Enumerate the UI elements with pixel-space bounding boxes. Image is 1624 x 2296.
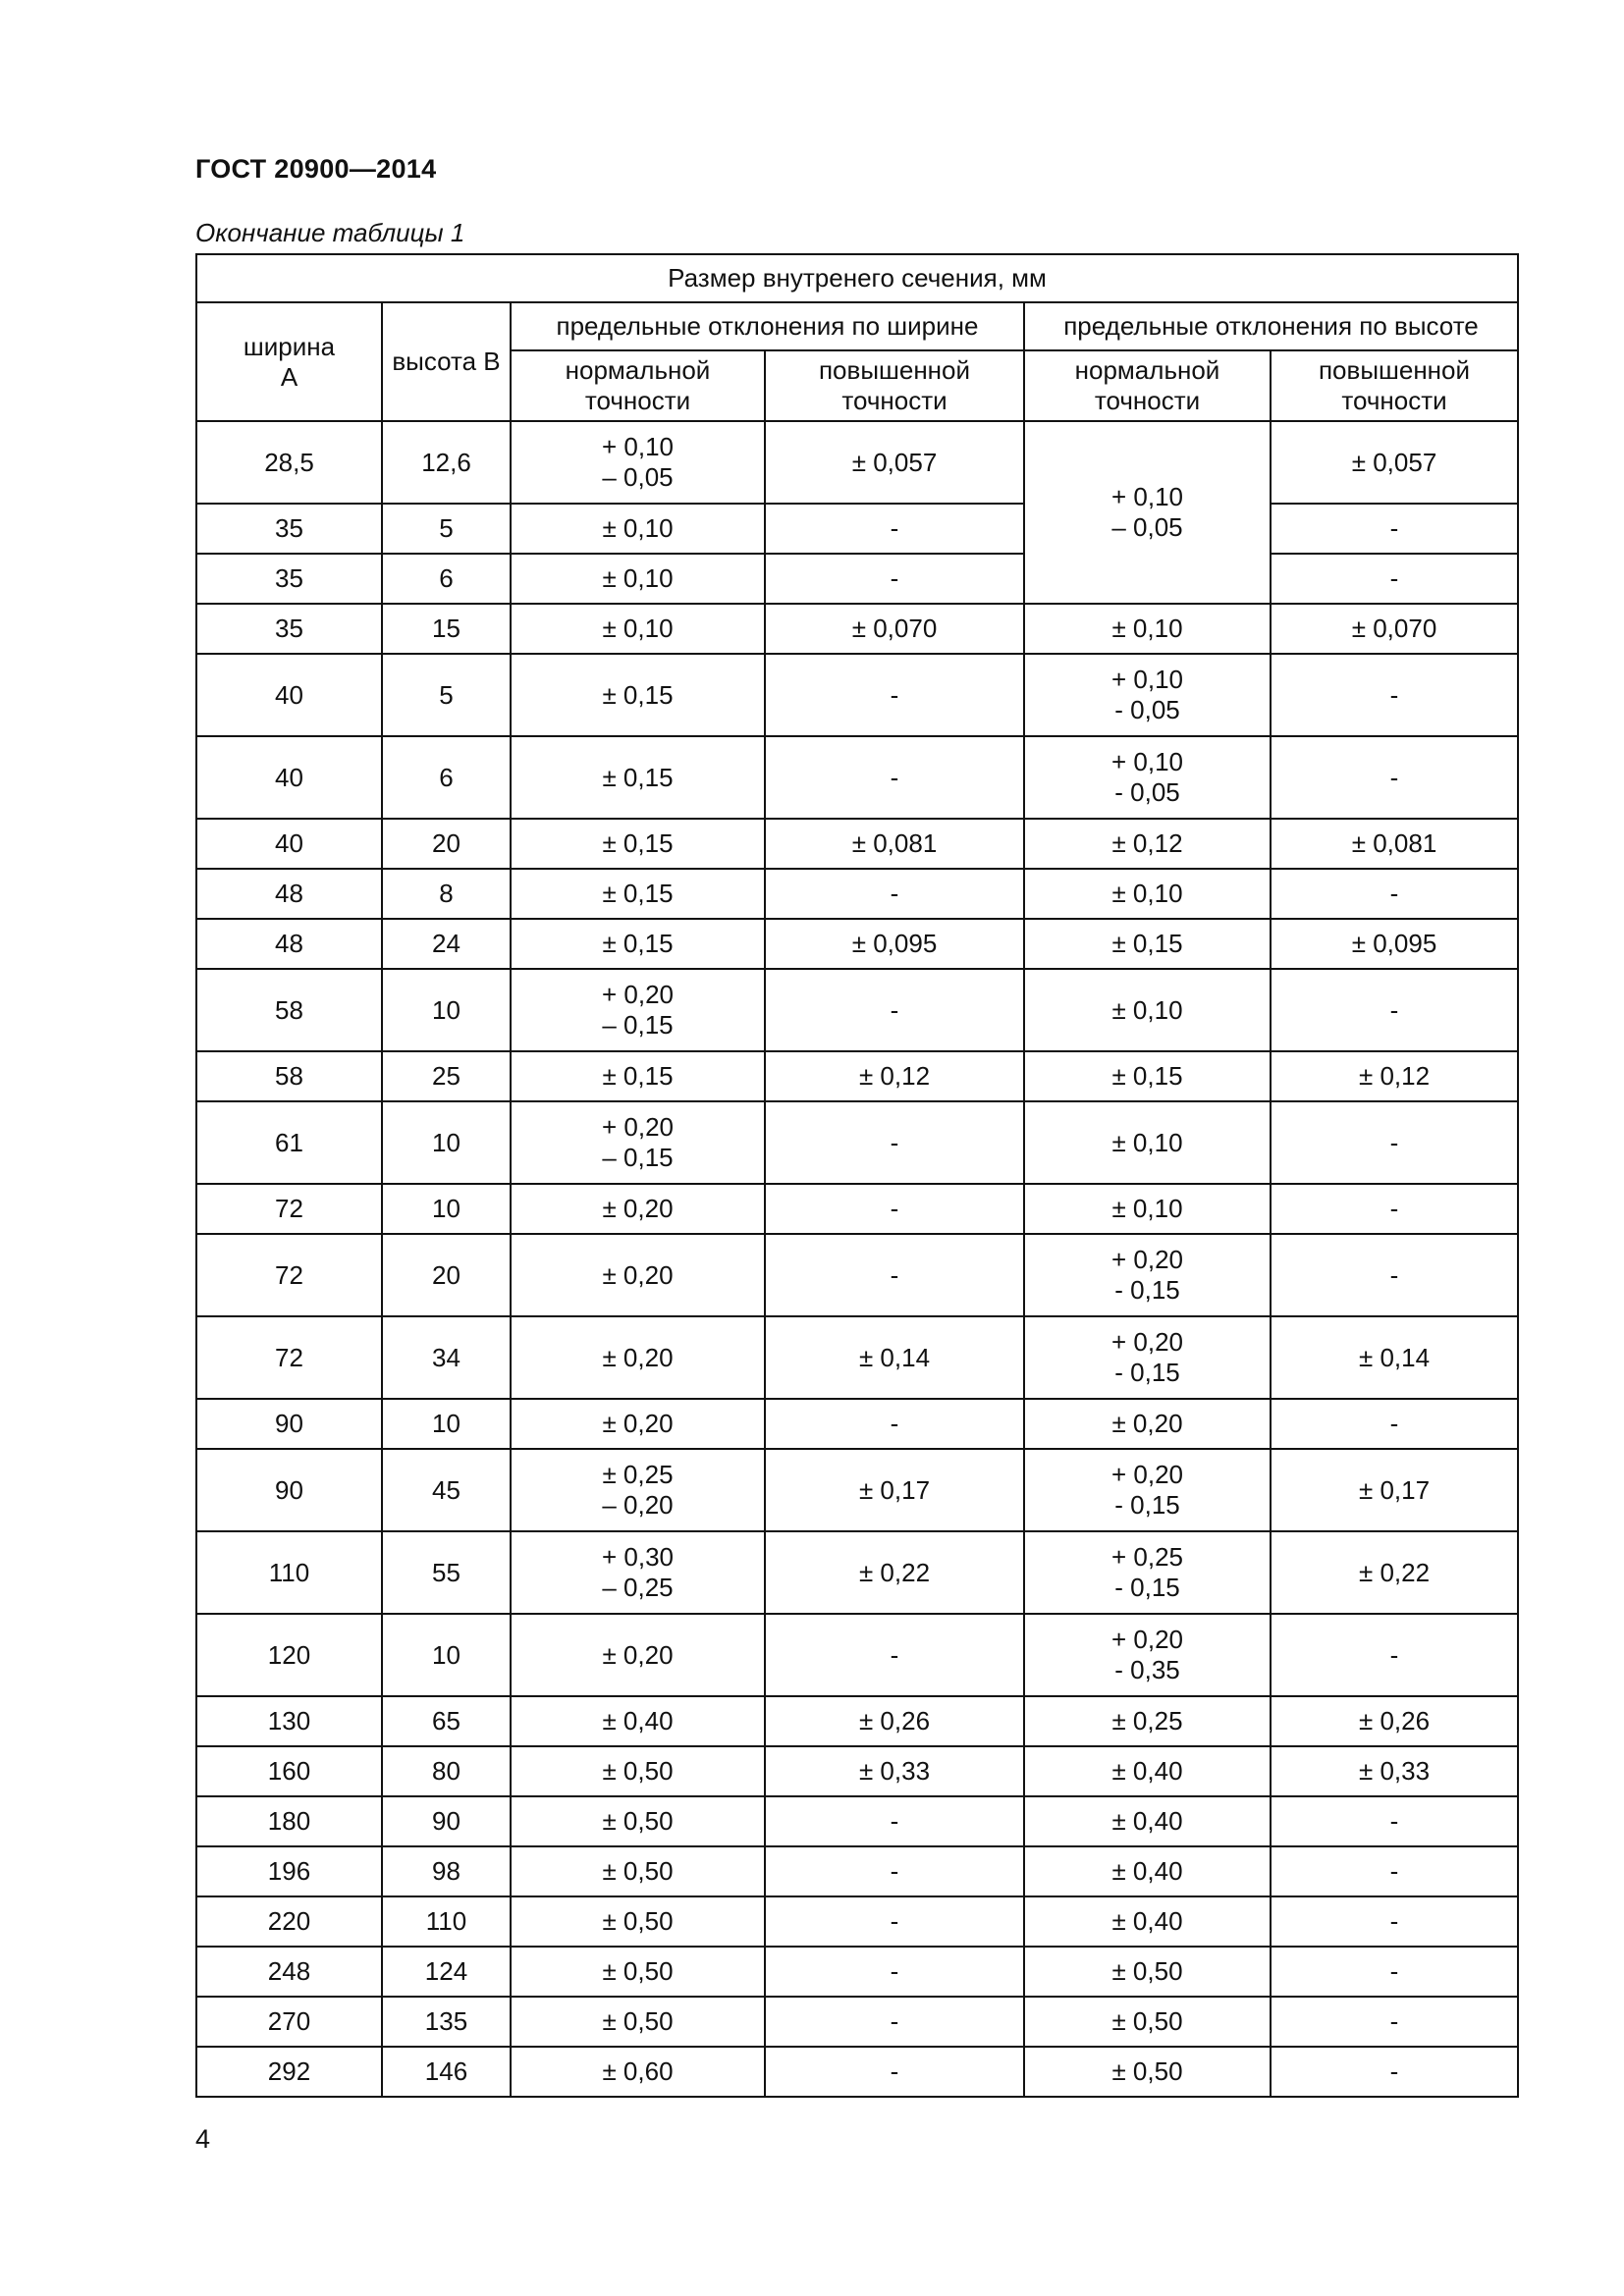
cell-width-raised: ± 0,095 [765,919,1024,969]
table-row [196,1184,1518,1234]
cell-width-a: 40 [196,654,382,736]
table-row [196,1316,1518,1399]
cell-width-normal: ± 0,60 [511,2047,765,2097]
cell-width-raised: ± 0,14 [765,1316,1024,1399]
cell-width-normal: + 0,20 – 0,15 [511,969,765,1051]
cell-height-normal: ± 0,10 [1024,1184,1271,1234]
cell-width-a: 35 [196,554,382,604]
cell-width-raised: ± 0,12 [765,1051,1024,1101]
cell-height-normal: ± 0,20 [1024,1399,1271,1449]
cell-width-a: 48 [196,919,382,969]
table-row [196,2047,1518,2097]
cell-width-normal: ± 0,15 [511,819,765,869]
cell-width-normal: ± 0,50 [511,1846,765,1896]
cell-width-a: 28,5 [196,421,382,504]
cell-height-b: 10 [382,1184,511,1234]
cell-width-normal: ± 0,15 [511,869,765,919]
cell-height-normal: ± 0,10 [1024,969,1271,1051]
cell-height-b: 6 [382,554,511,604]
cell-width-normal: ± 0,10 [511,554,765,604]
cell-height-raised: - [1271,1399,1518,1449]
table-row [196,1896,1518,1947]
cell-height-b: 5 [382,654,511,736]
cell-height-b: 45 [382,1449,511,1531]
cell-width-normal: + 0,30 – 0,25 [511,1531,765,1614]
cell-height-normal: ± 0,15 [1024,1051,1271,1101]
table-row [196,819,1518,869]
cell-height-b: 20 [382,819,511,869]
cell-height-normal: ± 0,40 [1024,1796,1271,1846]
cell-width-normal: ± 0,15 [511,736,765,819]
cell-width-a: 130 [196,1696,382,1746]
cell-height-raised: ± 0,095 [1271,919,1518,969]
tolerance-table [195,253,1519,2098]
cell-width-raised: - [765,736,1024,819]
table-row [196,554,1518,604]
cell-width-normal: ± 0,50 [511,1746,765,1796]
cell-height-normal: + 0,20 - 0,35 [1024,1614,1271,1696]
header-height-normal: нормальной точности [1024,350,1271,421]
table-row [196,969,1518,1051]
cell-height-normal: ± 0,50 [1024,1997,1271,2047]
cell-width-a: 40 [196,736,382,819]
cell-width-raised: ± 0,33 [765,1746,1024,1796]
cell-width-normal: ± 0,40 [511,1696,765,1746]
cell-width-raised: - [765,869,1024,919]
table-row [196,504,1518,554]
cell-height-normal: + 0,10 - 0,05 [1024,736,1271,819]
cell-width-raised: ± 0,070 [765,604,1024,654]
cell-height-b: 10 [382,1101,511,1184]
cell-width-a: 40 [196,819,382,869]
table-row [196,1449,1518,1531]
cell-width-a: 110 [196,1531,382,1614]
cell-width-normal: ± 0,10 [511,504,765,554]
cell-height-normal: ± 0,50 [1024,2047,1271,2097]
table-row [196,1796,1518,1846]
cell-height-raised: - [1271,1101,1518,1184]
table-row [196,1051,1518,1101]
cell-height-b: 98 [382,1846,511,1896]
cell-height-normal-merged: + 0,10 – 0,05 [1024,421,1271,604]
table-row [196,1947,1518,1997]
cell-width-raised: ± 0,057 [765,421,1024,504]
cell-height-b: 146 [382,2047,511,2097]
cell-width-a: 35 [196,504,382,554]
cell-height-raised: ± 0,057 [1271,421,1518,504]
cell-width-normal: ± 0,20 [511,1399,765,1449]
table-row [196,1399,1518,1449]
cell-width-a: 160 [196,1746,382,1796]
cell-height-normal: ± 0,10 [1024,869,1271,919]
cell-height-raised: - [1271,504,1518,554]
cell-width-a: 61 [196,1101,382,1184]
cell-width-raised: - [765,1234,1024,1316]
cell-width-normal: + 0,20 – 0,15 [511,1101,765,1184]
cell-height-normal: ± 0,40 [1024,1896,1271,1947]
cell-width-raised: - [765,969,1024,1051]
cell-height-normal: + 0,20 - 0,15 [1024,1316,1271,1399]
cell-width-raised: - [765,1184,1024,1234]
cell-width-raised: - [765,1101,1024,1184]
cell-width-a: 35 [196,604,382,654]
cell-height-b: 5 [382,504,511,554]
cell-height-b: 20 [382,1234,511,1316]
cell-height-b: 10 [382,1614,511,1696]
header-width: ширина А [196,302,382,421]
cell-width-a: 180 [196,1796,382,1846]
cell-height-raised: ± 0,33 [1271,1746,1518,1796]
header-height: высота В [382,302,511,421]
header-main: Размер внутренего сечения, мм [196,254,1518,302]
cell-width-a: 248 [196,1947,382,1997]
cell-height-b: 6 [382,736,511,819]
cell-width-a: 58 [196,1051,382,1101]
cell-width-normal: ± 0,50 [511,1947,765,1997]
cell-height-raised: ± 0,070 [1271,604,1518,654]
cell-width-normal: ± 0,50 [511,1896,765,1947]
cell-width-normal: ± 0,50 [511,1997,765,2047]
cell-height-raised: - [1271,1184,1518,1234]
cell-width-normal: ± 0,15 [511,1051,765,1101]
cell-height-b: 12,6 [382,421,511,504]
header-dev-width: предельные отклонения по ширине [511,302,1024,350]
cell-height-raised: ± 0,12 [1271,1051,1518,1101]
cell-width-raised: - [765,1614,1024,1696]
cell-height-b: 15 [382,604,511,654]
cell-width-a: 90 [196,1449,382,1531]
cell-width-raised: - [765,1796,1024,1846]
cell-width-a: 72 [196,1316,382,1399]
header-width-raised: повышенной точности [765,350,1024,421]
cell-width-a: 196 [196,1846,382,1896]
page-number: 4 [195,2124,211,2154]
cell-height-raised: - [1271,1997,1518,2047]
cell-height-normal: ± 0,40 [1024,1846,1271,1896]
cell-height-raised: ± 0,17 [1271,1449,1518,1531]
cell-height-raised: - [1271,969,1518,1051]
header-width-normal: нормальной точности [511,350,765,421]
cell-width-normal: ± 0,10 [511,604,765,654]
cell-width-normal: ± 0,20 [511,1184,765,1234]
header-dev-height: предельные отклонения по высоте [1024,302,1518,350]
cell-height-raised: - [1271,1896,1518,1947]
cell-height-b: 8 [382,869,511,919]
cell-width-a: 48 [196,869,382,919]
cell-width-raised: ± 0,22 [765,1531,1024,1614]
header-height-raised: повышенной точности [1271,350,1518,421]
table-row [196,1101,1518,1184]
table-row [196,1234,1518,1316]
cell-width-normal: ± 0,15 [511,919,765,969]
cell-width-raised: ± 0,26 [765,1696,1024,1746]
cell-width-normal: ± 0,20 [511,1614,765,1696]
table-row [196,1746,1518,1796]
table-row [196,1696,1518,1746]
cell-height-normal: ± 0,25 [1024,1696,1271,1746]
cell-width-raised: - [765,654,1024,736]
cell-width-a: 120 [196,1614,382,1696]
table-body [196,421,1518,2097]
table-row [196,919,1518,969]
cell-width-raised: - [765,554,1024,604]
cell-height-raised: - [1271,1947,1518,1997]
cell-height-b: 10 [382,1399,511,1449]
cell-height-raised: ± 0,081 [1271,819,1518,869]
cell-height-normal: ± 0,10 [1024,1101,1271,1184]
table-row [196,1614,1518,1696]
table-row [196,1997,1518,2047]
cell-width-raised: ± 0,17 [765,1449,1024,1531]
table-row [196,1531,1518,1614]
cell-height-raised: - [1271,1846,1518,1896]
cell-width-a: 270 [196,1997,382,2047]
cell-width-a: 58 [196,969,382,1051]
cell-height-b: 34 [382,1316,511,1399]
cell-height-raised: - [1271,654,1518,736]
cell-height-raised: - [1271,1614,1518,1696]
cell-height-normal: + 0,20 - 0,15 [1024,1234,1271,1316]
cell-height-normal: ± 0,40 [1024,1746,1271,1796]
table-row [196,1846,1518,1896]
cell-width-normal: ± 0,50 [511,1796,765,1846]
cell-height-raised: - [1271,869,1518,919]
cell-height-normal: ± 0,12 [1024,819,1271,869]
cell-height-normal: + 0,10 - 0,05 [1024,654,1271,736]
cell-height-raised: - [1271,2047,1518,2097]
cell-height-raised: ± 0,14 [1271,1316,1518,1399]
cell-width-raised: - [765,1399,1024,1449]
cell-height-b: 80 [382,1746,511,1796]
cell-width-raised: - [765,1846,1024,1896]
cell-width-raised: ± 0,081 [765,819,1024,869]
table-caption: Окончание таблицы 1 [195,218,465,247]
cell-height-normal: + 0,20 - 0,15 [1024,1449,1271,1531]
cell-width-normal: ± 0,25 – 0,20 [511,1449,765,1531]
cell-width-raised: - [765,1896,1024,1947]
cell-width-raised: - [765,1997,1024,2047]
cell-height-b: 55 [382,1531,511,1614]
cell-height-normal: ± 0,15 [1024,919,1271,969]
cell-height-normal: ± 0,50 [1024,1947,1271,1997]
document-code: ГОСТ 20900—2014 [195,154,437,184]
table-row [196,736,1518,819]
cell-width-raised: - [765,504,1024,554]
table-row [196,869,1518,919]
cell-height-raised: - [1271,554,1518,604]
cell-height-b: 124 [382,1947,511,1997]
table-row [196,421,1518,504]
cell-width-a: 220 [196,1896,382,1947]
cell-height-b: 135 [382,1997,511,2047]
cell-height-normal: ± 0,10 [1024,604,1271,654]
cell-width-a: 72 [196,1234,382,1316]
cell-width-a: 72 [196,1184,382,1234]
cell-width-a: 90 [196,1399,382,1449]
cell-width-normal: ± 0,15 [511,654,765,736]
cell-width-normal: ± 0,20 [511,1234,765,1316]
cell-height-b: 65 [382,1696,511,1746]
cell-height-b: 24 [382,919,511,969]
cell-height-raised: - [1271,1796,1518,1846]
cell-height-raised: ± 0,22 [1271,1531,1518,1614]
cell-height-raised: - [1271,736,1518,819]
cell-height-raised: ± 0,26 [1271,1696,1518,1746]
cell-width-normal: + 0,10 – 0,05 [511,421,765,504]
cell-height-b: 110 [382,1896,511,1947]
table-row [196,604,1518,654]
cell-width-a: 292 [196,2047,382,2097]
table-row [196,654,1518,736]
cell-width-raised: - [765,1947,1024,1997]
cell-height-raised: - [1271,1234,1518,1316]
cell-height-b: 10 [382,969,511,1051]
cell-height-b: 90 [382,1796,511,1846]
cell-height-b: 25 [382,1051,511,1101]
cell-width-normal: ± 0,20 [511,1316,765,1399]
cell-height-normal: + 0,25 - 0,15 [1024,1531,1271,1614]
cell-width-raised: - [765,2047,1024,2097]
